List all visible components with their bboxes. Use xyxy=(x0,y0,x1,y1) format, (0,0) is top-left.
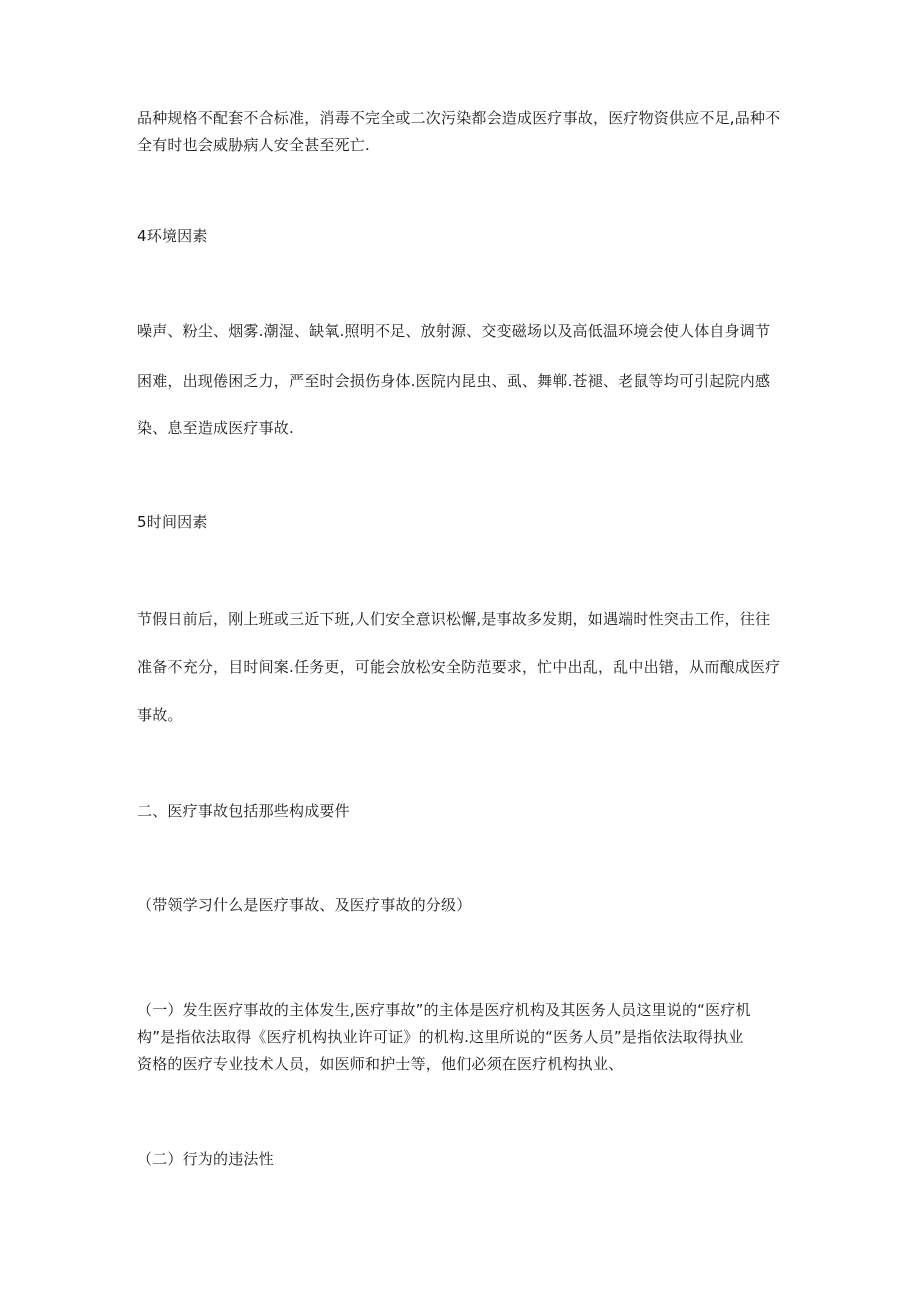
paragraph-line: 事故。 xyxy=(137,706,183,724)
section-heading: 4环境因素 xyxy=(137,227,208,245)
paragraph-line: （一）发生医疗事故的主体发生,医疗事故”的主体是医疗机构及其医务人员这里说的“医疗机 xyxy=(137,1001,751,1019)
note-line: （带领学习什么是医疗事故、及医疗事故的分级） xyxy=(137,896,472,914)
paragraph-line: 资格的医疗专业技术人员，如医师和护士等，他们必须在医疗机构执业、 xyxy=(137,1055,624,1073)
paragraph-line: 困难，出现倦困乏力，严至时会损伤身体.医院内昆虫、虱、舞郸.苍褪、老鼠等均可引起院内感 xyxy=(137,372,771,390)
section-heading: 5时间因素 xyxy=(137,513,208,531)
paragraph-line: 构”是指依法取得《医疗机构执业许可证》的机构.这里所说的“医务人员”是指依法取得执业 xyxy=(137,1028,744,1046)
paragraph-line: 噪声、粉尘、烟雾.潮湿、缺氧.照明不足、放射源、交变磁场以及高低温环境会使人体自身调节 xyxy=(137,322,771,340)
paragraph-line: 准备不充分，目时间案.任务更，可能会放松安全防范要求，忙中出乱，乱中出错，从而酿成医疗 xyxy=(137,658,781,676)
section-heading: 二、医疗事故包括那些构成要件 xyxy=(137,802,350,820)
paragraph-line: 品种规格不配套不合标准，消毒不完全或二次污染都会造成医疗事故，医疗物资供应不足,品种不 xyxy=(137,109,781,127)
paragraph-line: 全有时也会威胁病人安全甚至死亡. xyxy=(137,136,370,154)
section-heading: （二）行为的违法性 xyxy=(137,1150,274,1168)
paragraph-line: 节假日前后，刚上班或三近下班,人们安全意识松懈,是事故多发期，如遇端时性突击工作，往往 xyxy=(137,610,771,628)
paragraph-line: 染、息至造成医疗事故. xyxy=(137,419,294,437)
